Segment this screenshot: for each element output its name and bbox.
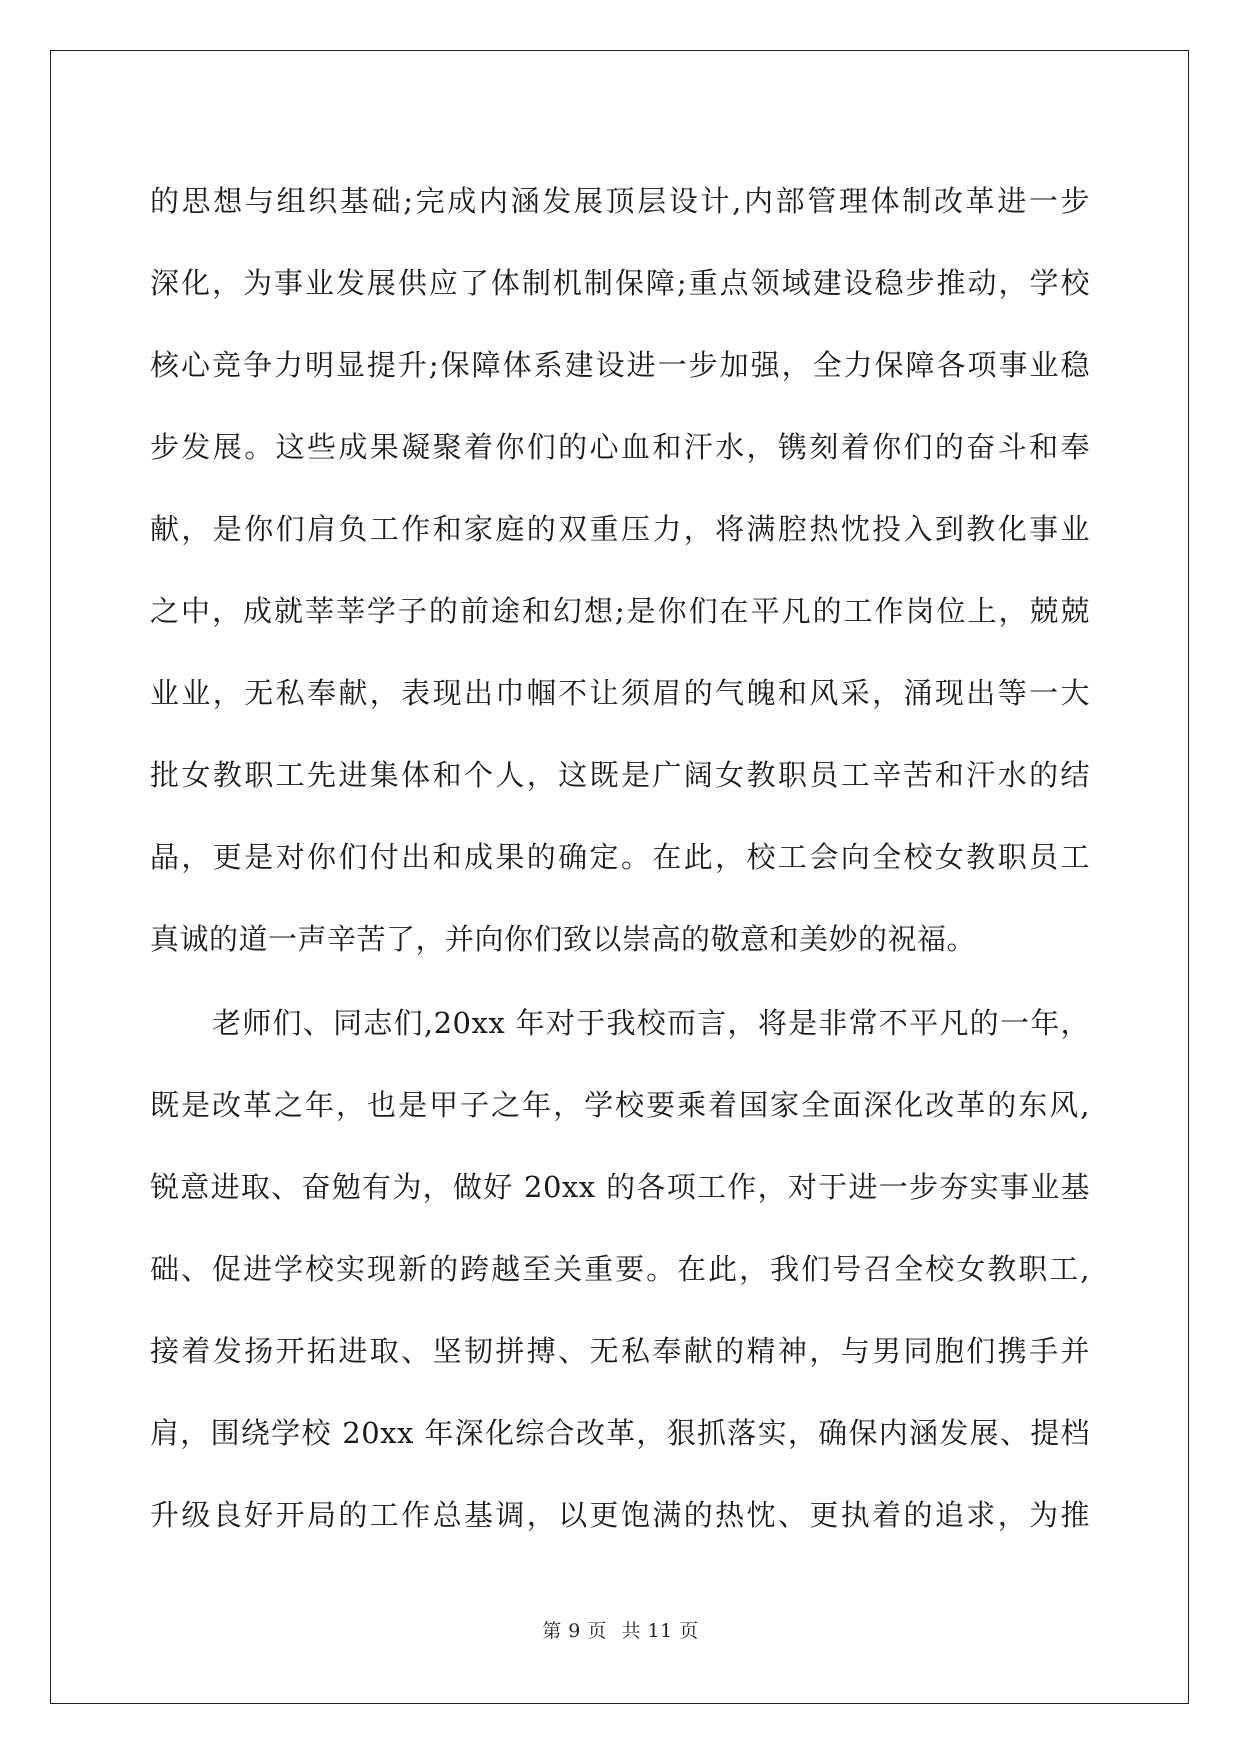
text-line: 深化，为事业发展供应了体制机制保障;重点领域建设稳步推动，学校: [150, 266, 1090, 300]
text-line: 既是改革之年，也是甲子之年，学校要乘着国家全面深化改革的东风,: [150, 1088, 1090, 1122]
text-line: 业业，无私奉献，表现出巾帼不让须眉的气魄和风采，涌现出等一大: [150, 676, 1090, 710]
text-line: 升级良好开局的工作总基调，以更饱满的热忱、更执着的追求，为推: [150, 1498, 1090, 1532]
text-line: 的思想与组织基础;完成内涵发展顶层设计,内部管理体制改革进一步: [150, 184, 1090, 218]
page-number: 第 9 页: [542, 1620, 607, 1642]
document-body: [150, 160, 1090, 1556]
text-line: 晶，更是对你们付出和成果的确定。在此，校工会向全校女教职员工: [150, 840, 1090, 874]
text-line: 础、促进学校实现新的跨越至关重要。在此，我们号召全校女教职工,: [150, 1252, 1090, 1286]
page-footer: [0, 1616, 1241, 1643]
paragraph-2: [150, 982, 1090, 1556]
text-line: 锐意进取、奋勉有为，做好 20xx 的各项工作，对于进一步夯实事业基: [150, 1170, 1090, 1204]
text-line: 之中，成就莘莘学子的前途和幻想;是你们在平凡的工作岗位上，兢兢: [150, 594, 1090, 628]
text-line: 核心竞争力明显提升;保障体系建设进一步加强，全力保障各项事业稳: [150, 348, 1090, 382]
text-line: 步发展。这些成果凝聚着你们的心血和汗水，镌刻着你们的奋斗和奉: [150, 430, 1090, 464]
text-line: 老师们、同志们,20xx 年对于我校而言，将是非常不平凡的一年，: [212, 1006, 1090, 1040]
text-line: 接着发扬开拓进取、坚韧拼搏、无私奉献的精神，与男同胞们携手并: [150, 1334, 1090, 1368]
text-line: 献，是你们肩负工作和家庭的双重压力，将满腔热忱投入到教化事业: [150, 512, 1090, 546]
page-total: 共 11 页: [621, 1620, 699, 1642]
text-line: 真诚的道一声辛苦了，并向你们致以崇高的敬意和美妙的祝福。: [150, 922, 977, 956]
text-line: 肩，围绕学校 20xx 年深化综合改革，狠抓落实，确保内涵发展、提档: [150, 1416, 1090, 1450]
text-line: 批女教职工先进集体和个人，这既是广阔女教职员工辛苦和汗水的结: [150, 758, 1090, 792]
paragraph-1: [150, 160, 1090, 980]
